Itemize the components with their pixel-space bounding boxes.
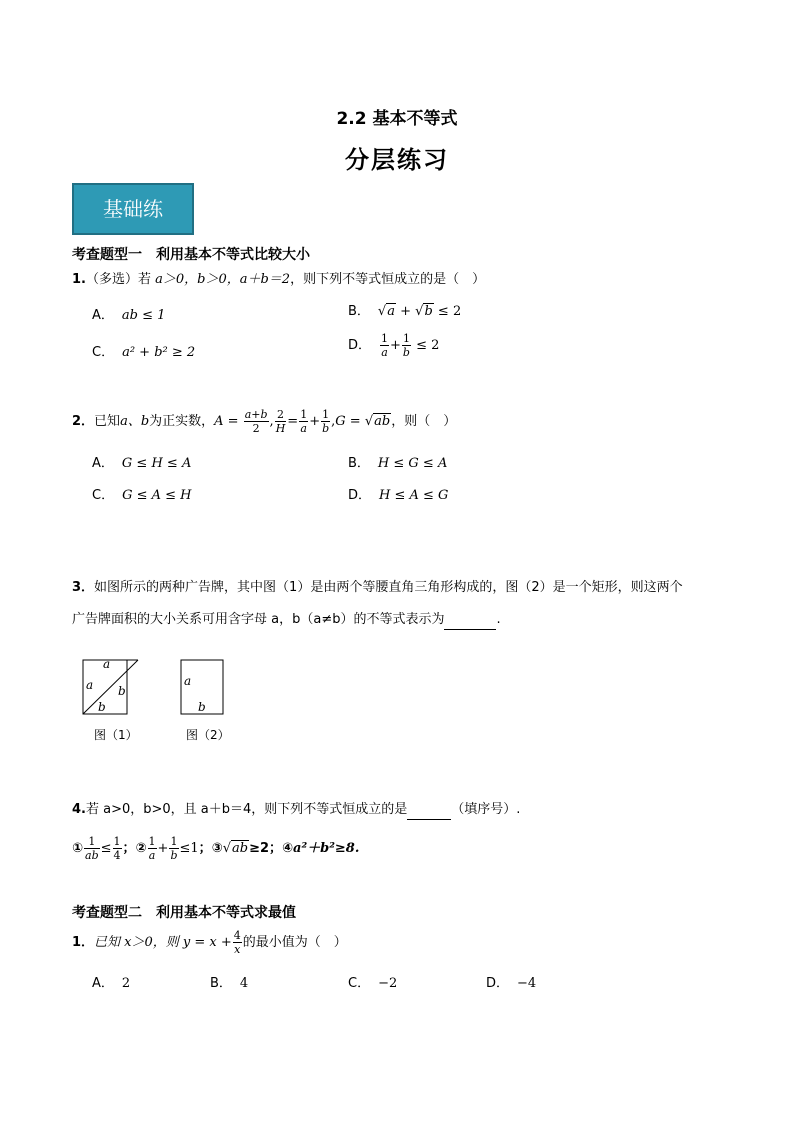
option-marker: ；② (122, 841, 147, 856)
question-text: 如图所示的两种广告牌，其中图（1）是由两个等腰直角三角形构成的，图（2）是一个矩形，则这两个 (94, 580, 683, 595)
question-3-line-2 (72, 610, 501, 630)
option-b (210, 972, 248, 991)
option-label: A． (92, 976, 114, 991)
option-math: ≤ 2 (433, 304, 462, 319)
option-a (92, 972, 130, 991)
fraction: $\frac{1}{ab}$ (85, 835, 99, 862)
option-math: G ≤ H ≤ A (121, 456, 192, 471)
question-4 (72, 800, 520, 820)
page-title: 2.2 基本不等式 (336, 109, 458, 129)
option-marker: ① (72, 841, 84, 856)
option-label: D． (348, 338, 372, 353)
section-2-heading: 考查题型二 利用基本不等式求最值 (72, 905, 296, 921)
option-marker: ；③ (198, 841, 223, 856)
figure-1-caption: 图（1） (94, 728, 138, 742)
sqrt-ab: √ab (222, 841, 249, 856)
option-d: D． $\frac{1}{a}$ + $\frac{1}{b}$ ≤ 2 (348, 332, 440, 359)
question-text: 若 a>0，b>0，且 a＋b＝4，则下列不等式恒成立的是 (85, 802, 408, 817)
figure-1-label-b-bottom: b (98, 700, 106, 714)
option-label: C． (92, 345, 115, 360)
page-subtitle: 分层练习 (345, 145, 449, 174)
fraction: $\frac{1}{b}$ (402, 332, 410, 359)
option-label: D． (348, 488, 372, 503)
question-text: 为正实数， (149, 414, 215, 429)
figure-1-label-a-left: a (86, 678, 94, 692)
option-value: 2 (121, 976, 131, 991)
question-vars: a、b (120, 414, 150, 429)
answer-blank (407, 805, 451, 820)
level-badge: 基础练 (72, 183, 194, 235)
option-b (348, 452, 447, 471)
option-c (92, 341, 195, 360)
option-c (92, 484, 192, 503)
question-text: ，则（ ） (391, 414, 457, 429)
option-label: A． (92, 456, 114, 471)
option-math: ab ≤ 1 (121, 308, 166, 323)
option-label: A． (92, 308, 114, 323)
option-math: ≤ 2 (411, 338, 440, 353)
option-math: a²＋b²≥8. (293, 841, 360, 856)
option-label: B． (348, 304, 370, 319)
question-text: . (496, 612, 501, 627)
figure-1-label-a-top: a (103, 657, 111, 671)
option-value: −2 (378, 976, 398, 991)
option-math: H ≤ G ≤ A (377, 456, 448, 471)
fraction: $\frac{4}{x}$ (233, 929, 241, 956)
question-math: 已知 x＞0，则 y = x + (94, 935, 232, 950)
option-math: H ≤ A ≤ G (379, 488, 449, 503)
question-1 (72, 270, 485, 290)
option-d (486, 972, 536, 991)
question-2: 2．已知a、b为正实数，A = $\frac{a+b}{2}$ , $\frac{2}{H}$ = $\frac{1}{a}$ + $\frac{1}{b}$ ,G = √ab，则（ ） (72, 408, 457, 435)
option-math: G ≤ A ≤ H (122, 488, 192, 503)
question-number: 3． (72, 580, 95, 595)
option-b: B． √a + √b ≤ 2 (348, 304, 462, 319)
option-a (92, 304, 165, 323)
option-d (348, 484, 448, 503)
fraction: $\frac{1}{a}$ (381, 332, 389, 359)
question-condition: a＞0，b＞0，a＋b＝2 (155, 272, 291, 287)
question-number: 1． (72, 935, 95, 950)
option-marker: ≥2；④ (249, 841, 294, 856)
fraction: $\frac{1}{4}$ (113, 835, 121, 862)
option-label: B． (348, 456, 370, 471)
option-label: C． (348, 976, 371, 991)
figure-2-caption: 图（2） (186, 728, 230, 742)
question-text: 已知 (94, 414, 121, 429)
sqrt-ab: √ab (364, 414, 391, 429)
question-number: 2． (72, 414, 95, 429)
option-value: −4 (517, 976, 537, 991)
figure-1-label-b-right: b (118, 684, 126, 698)
question-text: （多选）若 (85, 272, 156, 287)
sqrt-b: √b (415, 304, 433, 319)
fraction: $\frac{1}{a}$ (300, 408, 308, 435)
section-1-heading: 考查题型一 利用基本不等式比较大小 (72, 247, 310, 263)
question-text: ，则下列不等式恒成立的是（ ） (290, 272, 486, 287)
fraction: $\frac{2}{H}$ (275, 408, 286, 435)
figure-2-label-a: a (184, 674, 192, 688)
question-text: 的最小值为（ ） (242, 935, 347, 950)
answer-blank (444, 615, 496, 630)
fraction: $\frac{1}{b}$ (170, 835, 178, 862)
sqrt-a: √a (377, 304, 395, 319)
option-label: C． (92, 488, 115, 503)
option-math: a² + b² ≥ 2 (122, 345, 196, 360)
option-label: B． (210, 976, 232, 991)
question-3-line-1 (72, 578, 683, 598)
option-value: 4 (239, 976, 249, 991)
figure-2-label-b: b (198, 700, 206, 714)
option-a (92, 452, 191, 471)
question-number: 4. (72, 802, 86, 817)
question-text: （填序号）. (451, 802, 521, 817)
question-text: 广告牌面积的大小关系可用含字母 a，b（a≠b）的不等式表示为 (72, 612, 445, 627)
fraction: $\frac{1}{a}$ (148, 835, 156, 862)
option-c (348, 972, 397, 991)
option-label: D． (486, 976, 510, 991)
question-math: A = (214, 414, 239, 429)
question-number: 1. (72, 272, 86, 287)
fraction: $\frac{1}{b}$ (322, 408, 330, 435)
fraction: $\frac{a+b}{2}$ (244, 408, 268, 435)
question-5 (72, 928, 347, 958)
question-4-options: ① $\frac{1}{ab}$ ≤ $\frac{1}{4}$ ；② $\frac{1}{a}$ + $\frac{1}{b}$ ≤1；③√ab≥2；④a²＋b²≥8. (72, 835, 360, 862)
